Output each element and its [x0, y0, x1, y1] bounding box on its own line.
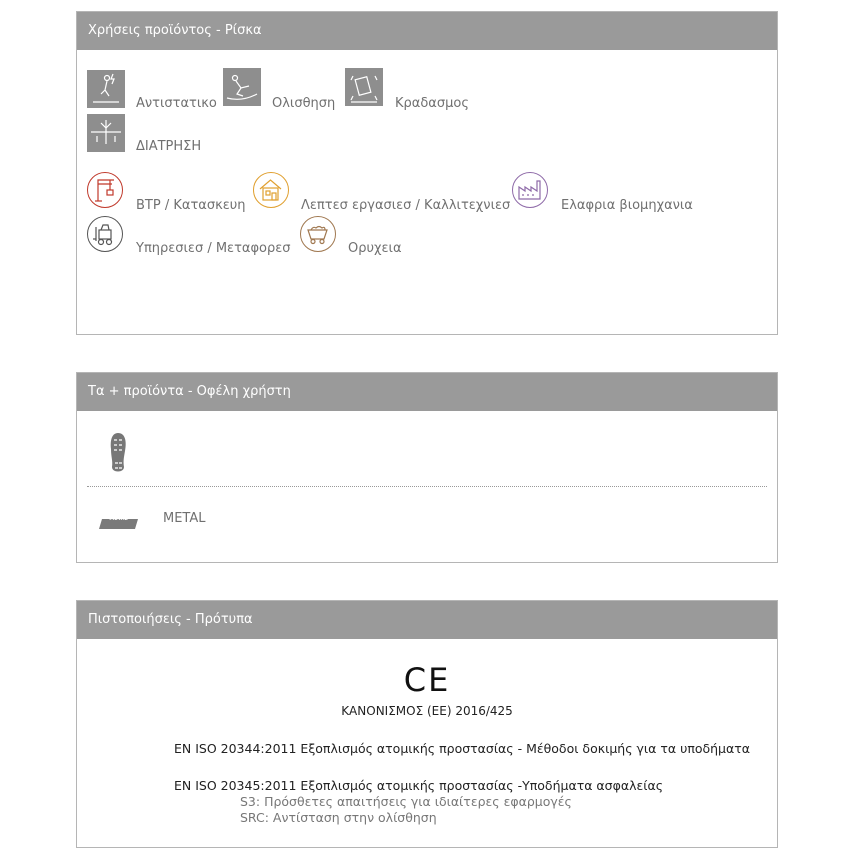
- uses-panel: [76, 11, 778, 335]
- house-icon: [253, 172, 289, 208]
- risk-label-slip: Ολισθηση: [272, 96, 336, 111]
- sector-label-crafts: Λεπτεσ εργασιεσ / Καλλιτεχνιεσ: [301, 198, 511, 213]
- certs-panel-title: Πιστοποιήσεις - Πρότυπα: [77, 601, 777, 639]
- benefits-panel: [76, 372, 778, 563]
- regulation-text: ΚΑΝΟΝΙΣΜΟΣ (ΕΕ) 2016/425: [341, 704, 513, 718]
- uses-panel-title: Χρήσεις προϊόντος - Ρίσκα: [77, 12, 777, 50]
- standard-sub-s3: S3: Πρόσθετες απαιτήσεις για ιδιαίτερες εφαρμογές: [240, 794, 572, 809]
- sector-label-light-industry: Ελαφρια βιομηχανια: [561, 198, 693, 213]
- construction-crane-icon: [87, 172, 123, 208]
- metal-badge-text: METAL: [109, 516, 128, 522]
- ce-mark: CE: [403, 661, 451, 699]
- standard-20344: EN ISO 20344:2011 Εξοπλισμός ατομικής προστασίας - Μέθοδοι δοκιμής για τα υποδήματα: [174, 741, 751, 756]
- standard-20345: EN ISO 20345:2011 Εξοπλισμός ατομικής προστασίας -Υποδήματα ασφαλείας: [174, 778, 664, 793]
- mine-cart-icon: [300, 216, 336, 252]
- divider: [87, 486, 767, 487]
- vibration-icon: [345, 68, 383, 106]
- sole-icon: [105, 431, 131, 475]
- risk-label-antistatic: Αντιστατικο: [136, 96, 217, 111]
- factory-icon: [512, 172, 548, 208]
- perforation-icon: [87, 114, 125, 152]
- metal-badge-icon: [99, 514, 138, 524]
- benefit-label-metal: METAL: [163, 511, 206, 526]
- antistatic-icon: [87, 70, 125, 108]
- standard-sub-src: SRC: Αντίσταση στην ολίσθηση: [240, 810, 437, 825]
- sector-label-construction: BTP / Κατασκευη: [136, 198, 246, 213]
- risk-label-vibration: Κραδασμος: [395, 96, 469, 111]
- certs-panel: [76, 600, 778, 848]
- risk-label-perforation: ΔΙΑΤΡΗΣΗ: [136, 139, 202, 154]
- slip-icon: [223, 68, 261, 106]
- sector-label-services: Υπηρεσιεσ / Μεταφορεσ: [136, 241, 291, 256]
- forklift-icon: [87, 216, 123, 252]
- sector-label-mines: Ορυχεια: [348, 241, 402, 256]
- benefits-panel-title: Τα + προϊόντα - Οφέλη χρήστη: [77, 373, 777, 411]
